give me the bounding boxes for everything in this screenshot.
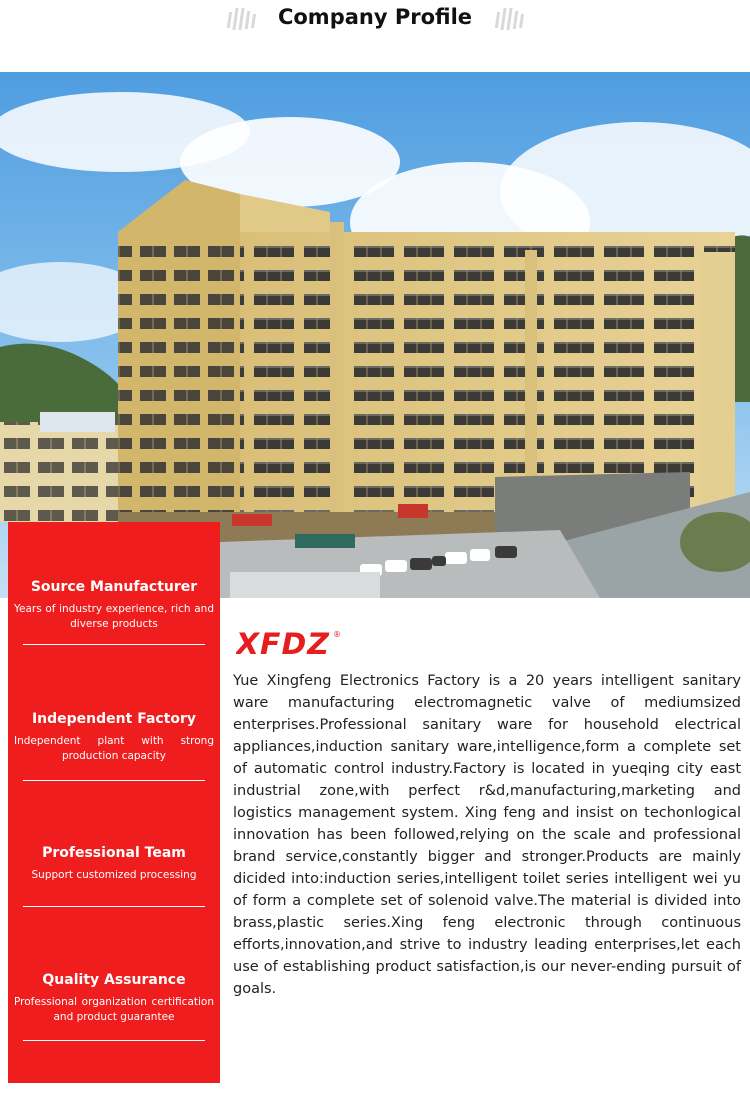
- feature-title: Quality Assurance: [42, 972, 186, 988]
- feature-title: Independent Factory: [31, 711, 197, 727]
- feature-title: Source Manufacturer: [30, 579, 198, 595]
- decorative-stripes-icon: [494, 8, 524, 32]
- divider: [23, 906, 205, 907]
- feature-independent-factory: [8, 710, 220, 764]
- feature-quality-assurance: [8, 971, 220, 1025]
- feature-professional-team: [8, 844, 220, 883]
- feature-description: Independent plant with strong production capacity: [14, 735, 214, 762]
- factory-building-photo: [0, 72, 750, 598]
- xfdz-logo: [236, 628, 346, 658]
- feature-description: Years of industry experience, rich and diverse products: [14, 603, 214, 630]
- page-header: [0, 0, 750, 72]
- feature-description: Professional organization certification and product guarantee: [14, 996, 214, 1023]
- page-title: Company Profile: [277, 5, 473, 29]
- feature-source-manufacturer: [8, 578, 220, 632]
- divider: [23, 1040, 205, 1041]
- features-panel: [8, 522, 220, 1083]
- svg-text:XFDZ: XFDZ: [236, 628, 330, 658]
- feature-description: Support customized processing: [31, 869, 197, 881]
- divider: [23, 644, 205, 645]
- divider: [23, 780, 205, 781]
- feature-title: Professional Team: [42, 845, 186, 861]
- company-description: Yue Xingfeng Electronics Factory is a 20 years intelligent sanitary ware manufacturing electromagnetic valve of mediumsized enterprises.Professional sanitary ware for household electrical appliances,induction sanitary ware,intelligence,form a complete set of automatic control industry.Factory is located in yueqing city east industrial zone,with perfect r&d,manufacturing,marketing and logistics management system. Xing feng and insist on techonlogical innovation has been followed,relying on the scale and professional brand service,constantly bigger and stronger.Products are mainly dicided into:induction series,intelligent toilet series intelligent wei yu of form a complete set of solenoid valve.The material is divided into brass,plastic series.Xing feng electronic through continuous efforts,innovation,and strive to industry leading enterprises,let each use of establishing product satisfaction,is our never-ending pursuit of goals.: [233, 673, 741, 997]
- svg-text:®: ®: [333, 630, 341, 639]
